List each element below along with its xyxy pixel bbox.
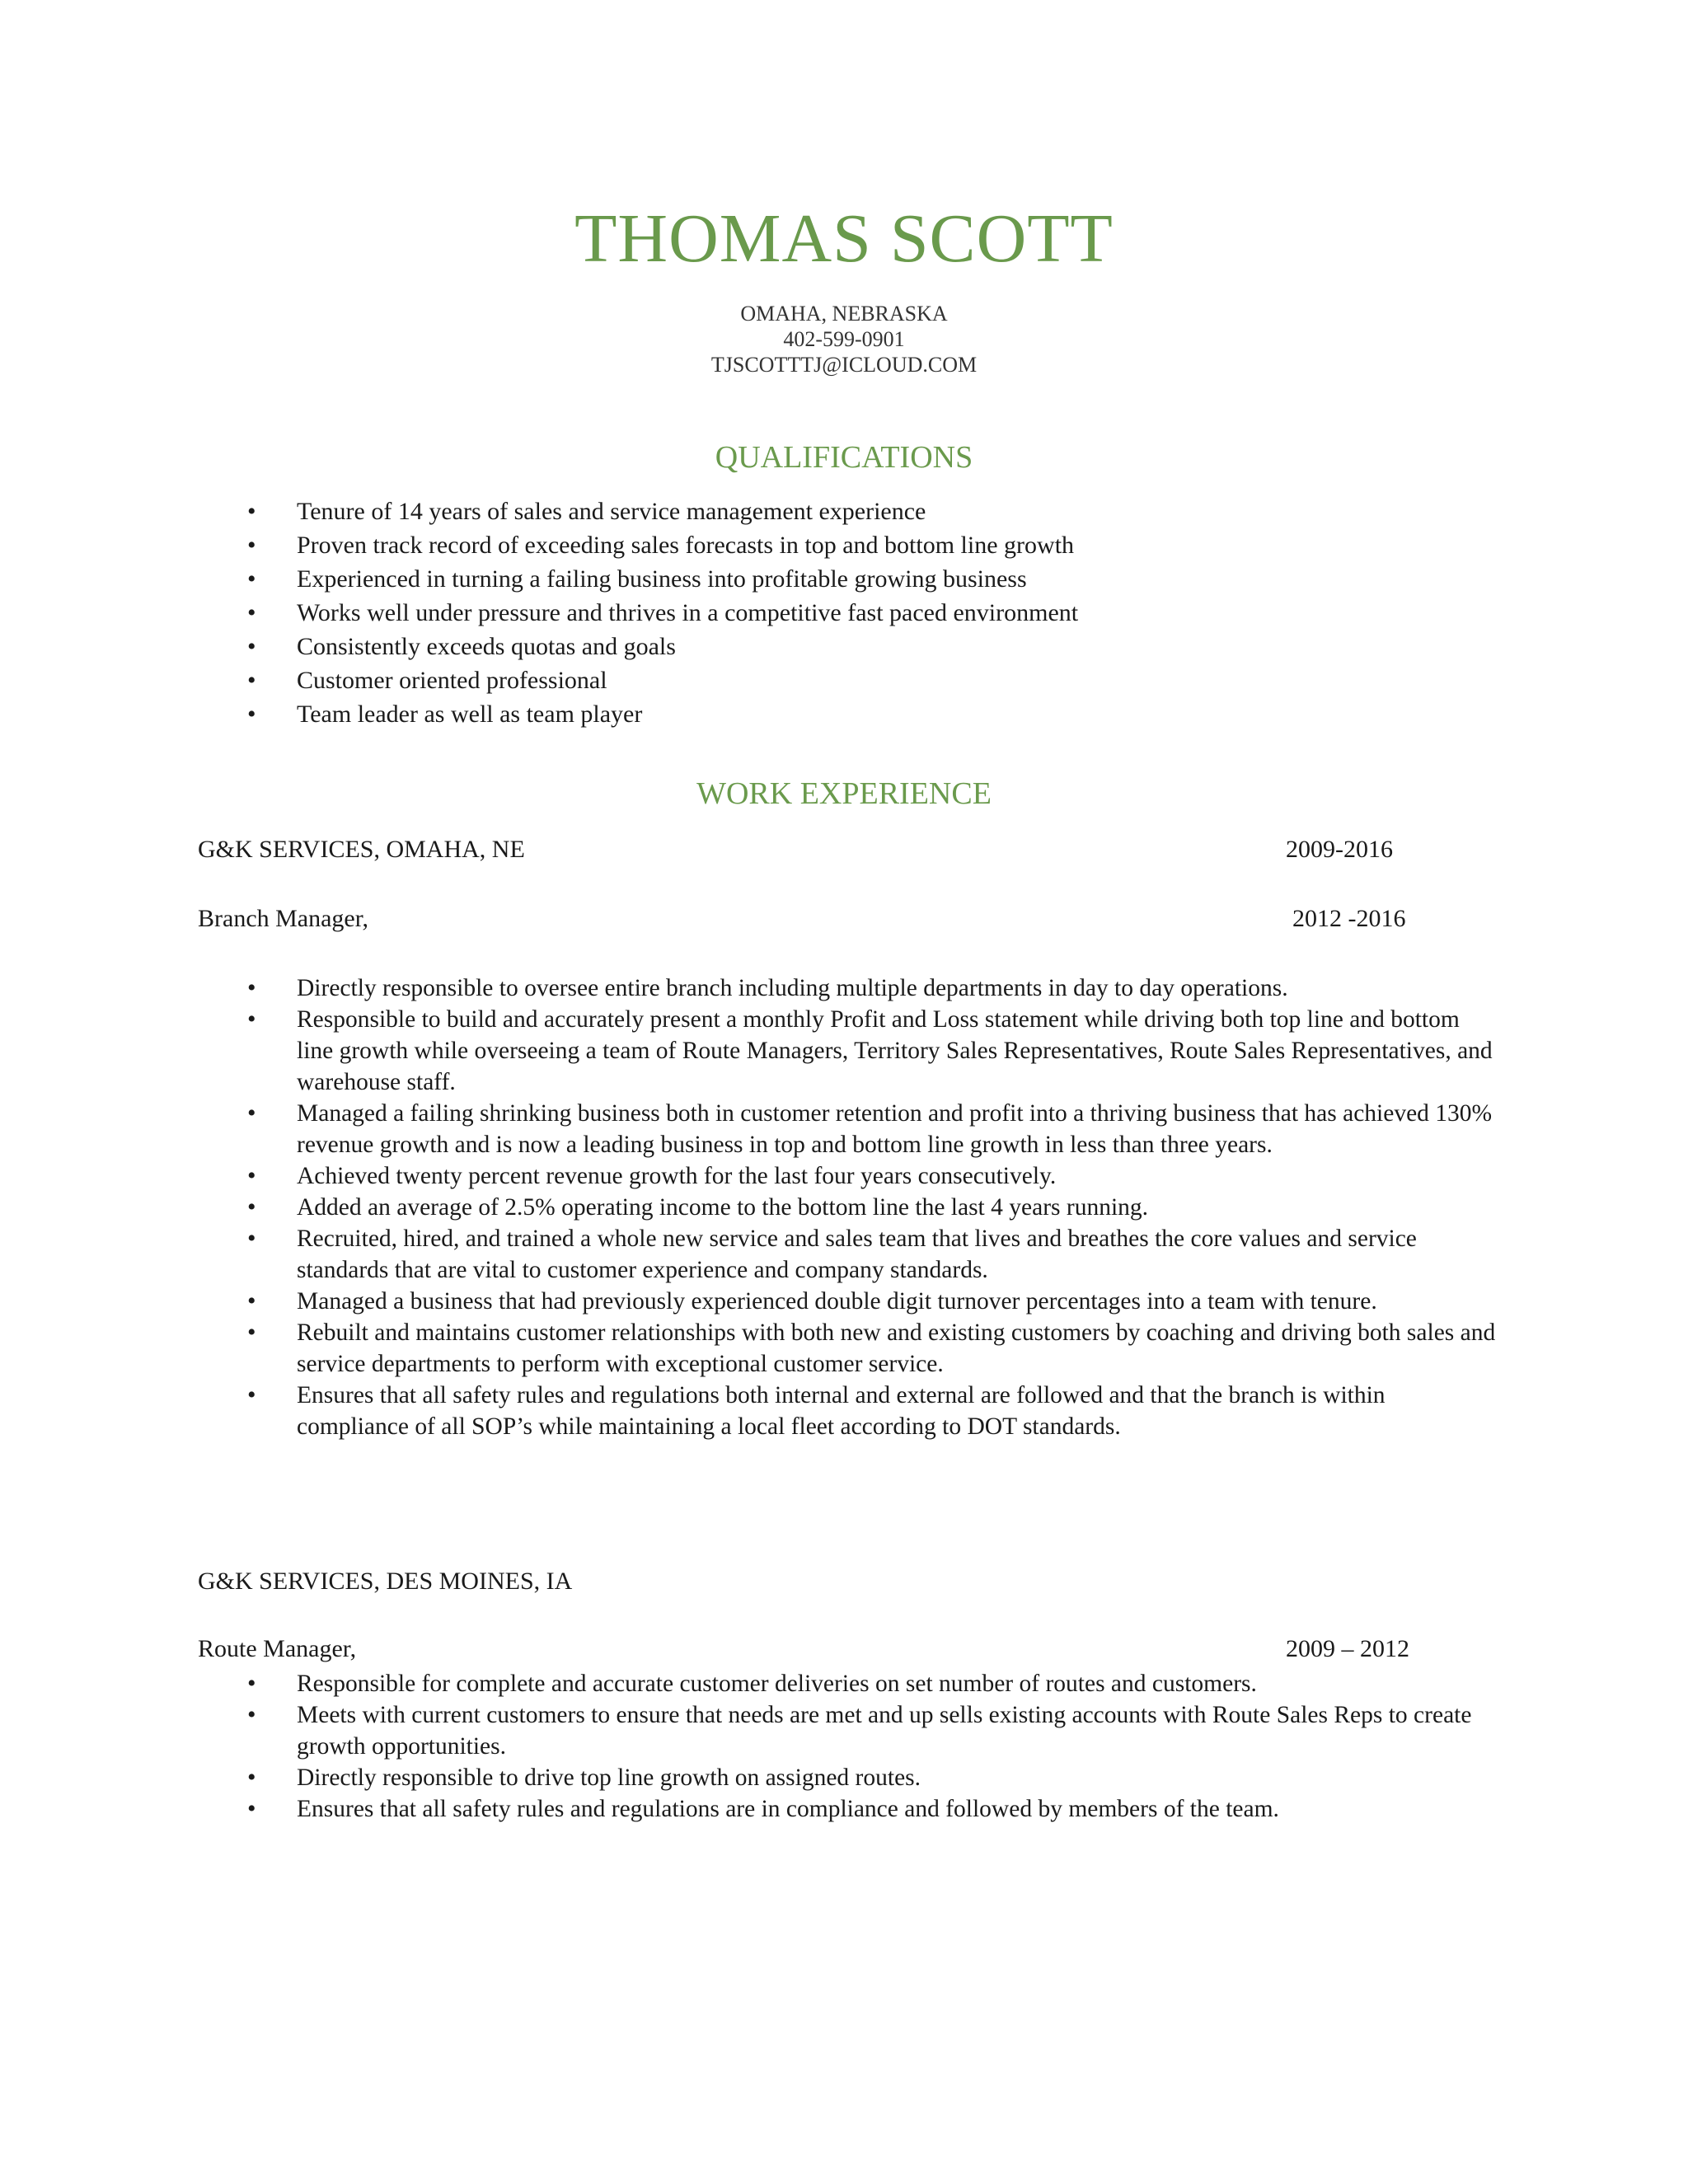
bullet-icon: • [247, 701, 256, 728]
list-item: • Works well under pressure and thrives in a competitive fast paced environment [247, 596, 1078, 630]
job1-role-dates: 2012 -2016 [1292, 905, 1406, 932]
job1-company-dates: 2009-2016 [1286, 836, 1393, 863]
list-item: • Added an average of 2.5% operating income to the bottom line the last 4 years running. [247, 1192, 1500, 1223]
bullet-icon: • [247, 667, 256, 694]
bullet-icon: • [247, 1319, 256, 1346]
job1-company: G&K SERVICES, OMAHA, NE [198, 836, 525, 863]
job1-duties-list [247, 972, 1500, 1442]
list-item: • Directly responsible to drive top line growth on assigned routes. [247, 1762, 1500, 1793]
bullet-icon: • [247, 1193, 256, 1221]
location: OMAHA, NEBRASKA [740, 302, 948, 326]
bullet-icon: • [247, 1701, 256, 1728]
bullet-icon: • [247, 1162, 256, 1189]
phone: 402-599-0901 [783, 327, 905, 351]
list-item: • Recruited, hired, and trained a whole new service and sales team that lives and breathes the core values and service standards that are vital to customer experience and company standards. [247, 1225, 1417, 1283]
list-item: • Responsible to build and accurately present a monthly Profit and Loss statement while driving both top line and bottom line growth while overseeing a team of Route Managers, Territory Sales Representatives, Route Sales Representatives, and warehouse staff. [247, 1005, 1493, 1095]
job2-duties-list [247, 1668, 1500, 1825]
list-item: • Customer oriented professional [247, 663, 1078, 697]
bullet-icon: • [247, 565, 256, 593]
bullet-icon: • [247, 1225, 256, 1252]
bullet-icon: • [247, 599, 256, 626]
job2-role-dates: 2009 – 2012 [1286, 1635, 1409, 1662]
list-item: • Ensures that all safety rules and regulations are in compliance and followed by members of the team. [247, 1793, 1500, 1825]
bullet-icon: • [247, 1764, 256, 1791]
list-item: • Ensures that all safety rules and regulations both internal and external are followed and that the branch is within compliance of all SOP’s while maintaining a local fleet according to DOT standards. [247, 1381, 1386, 1440]
list-item: • Managed a business that had previously experienced double digit turnover percentages into a team with tenure. [247, 1286, 1500, 1317]
bullet-icon: • [247, 498, 256, 525]
list-item: • Team leader as well as team player [247, 697, 1078, 731]
list-item: • Consistently exceeds quotas and goals [247, 630, 1078, 663]
qualifications-title: QUALIFICATIONS [715, 440, 973, 475]
work-experience-title: WORK EXPERIENCE [696, 776, 992, 811]
list-item: • Responsible for complete and accurate customer deliveries on set number of routes and customers. [247, 1668, 1500, 1699]
bullet-icon: • [247, 1670, 256, 1697]
bullet-icon: • [247, 1795, 256, 1822]
list-item: • Managed a failing shrinking business both in customer retention and profit into a thriving business that has achieved 130% revenue growth and is now a leading business in top and bottom line growth in less than three years. [247, 1099, 1493, 1158]
list-item: • Directly responsible to oversee entire branch including multiple departments in day to day operations. [247, 972, 1500, 1004]
job2-company: G&K SERVICES, DES MOINES, IA [198, 1568, 573, 1595]
job2-role: Route Manager, [198, 1635, 357, 1662]
bullet-icon: • [247, 1287, 256, 1315]
bullet-icon: • [247, 532, 256, 559]
bullet-icon: • [247, 633, 256, 660]
bullet-icon: • [247, 974, 256, 1001]
list-item: • Rebuilt and maintains customer relationships with both new and existing customers by coaching and driving both sales and service departments to perform with exceptional customer service. [247, 1319, 1496, 1377]
list-item: • Experienced in turning a failing business into profitable growing business [247, 562, 1078, 596]
candidate-name: THOMAS SCOTT [574, 200, 1114, 277]
list-item: • Tenure of 14 years of sales and service management experience [247, 494, 1078, 528]
bullet-icon: • [247, 1099, 256, 1127]
email: TJSCOTTTJ@ICLOUD.COM [710, 353, 978, 377]
bullet-icon: • [247, 1381, 256, 1408]
bullet-icon: • [247, 1005, 256, 1033]
job1-role: Branch Manager, [198, 905, 369, 932]
list-item: • Proven track record of exceeding sales forecasts in top and bottom line growth [247, 528, 1078, 562]
qualifications-list [247, 494, 1078, 731]
list-item: • Meets with current customers to ensure that needs are met and up sells existing accounts with Route Sales Reps to create growth opportunities. [247, 1701, 1472, 1760]
list-item: • Achieved twenty percent revenue growth for the last four years consecutively. [247, 1160, 1500, 1192]
